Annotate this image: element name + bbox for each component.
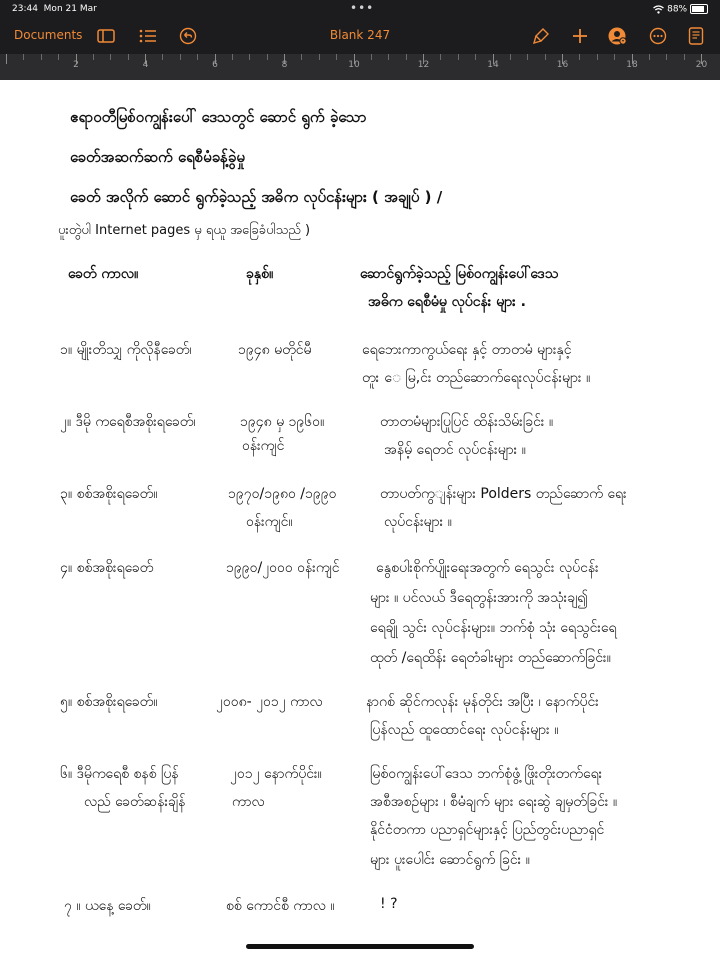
status-time: 23:44 xyxy=(12,4,38,14)
status-date: Mon 21 Mar xyxy=(43,4,97,14)
row6-work-line-4: များ ပူးပေါင်း ဆောင်ရွက် ခြင်း ။ xyxy=(370,852,530,868)
row7-work: ! ? xyxy=(380,896,398,912)
row2-era: ၂။ ဒီမို ကရေစီအစိုးရခေတ်၊ xyxy=(60,414,196,430)
heading-line-2: ခေတ်အဆက်ဆက် ရေစီမံခန့်ခွဲမှု xyxy=(70,148,245,166)
ruler-tick xyxy=(510,54,511,60)
wifi-icon xyxy=(653,5,664,14)
row4-work-line-1: နွေစပါးစိုက်ပျိုးရေးအတွက် ရေသွင်း လုပ်ငန်း xyxy=(376,560,599,576)
row6-era-line-2: လည် ခေတ်ဆန်းချိန် xyxy=(84,794,186,810)
ruler-tick xyxy=(128,54,129,60)
column-header-work: ဆောင်ရွက်ခဲ့သည့် မြစ်ဝကျွန်းပေါ်ဒေသ xyxy=(360,266,559,282)
ruler-tick xyxy=(41,54,42,60)
row2-year: ၁၉၄၈ မှ ၁၉၆၀။ xyxy=(240,414,325,430)
row6-work-line-3: နိုင်ငံတကာ ပညာရှင်များနှင့် ပြည်တွင်းပညာရှင် xyxy=(370,822,605,838)
ruler-tick xyxy=(371,54,372,60)
row4-work-line-4: ထုတ် /ရေထိန်း ရေတံခါးများ တည်ဆောက်ခြင်း။ xyxy=(370,650,611,666)
ruler-label: 18 xyxy=(626,60,638,70)
ruler-tick xyxy=(597,54,598,60)
ruler-label: 20 xyxy=(695,60,708,70)
ruler-tick xyxy=(301,54,302,60)
ruler-tick xyxy=(249,54,250,60)
ruler-tick xyxy=(162,54,163,60)
row4-work-line-3: ရေချို သွင်း လုပ်ငန်းများ။ ဘက်စုံ သုံး ရေသွင်းရေ xyxy=(370,620,617,636)
ruler-tick xyxy=(267,54,268,60)
ruler-tick xyxy=(93,54,94,60)
ruler-tick xyxy=(545,54,546,60)
row5-era: ၅။ စစ်အစိုးရခေတ်။ xyxy=(60,694,158,710)
row6-era: ၆။ ဒီမိုကရေစီ စနစ် ပြန် xyxy=(60,766,179,782)
row3-year-line-2: ဝန်းကျင်။ xyxy=(246,514,293,530)
row7-era: ၇ ။ ယနေ့ ခေတ်။ xyxy=(64,898,151,914)
row4-year: ၁၉၉၀/၂၀၀၀ ဝန်းကျင် xyxy=(226,560,340,576)
ruler-label: 8 xyxy=(281,60,288,70)
ruler-tick xyxy=(23,54,24,60)
sidebar-toggle-icon[interactable] xyxy=(96,26,116,46)
ruler-tick xyxy=(110,54,111,60)
more-options-icon[interactable] xyxy=(648,26,668,46)
row5-year: ၂၀၀၈- ၂၀၁၂ ကာလ xyxy=(216,694,323,710)
heading-line-1: ဧရာဝတီမြစ်ဝကျွန်းပေါ် ဒေသတွင် ဆောင် ရွက် ခဲ့သော xyxy=(70,108,367,126)
status-right xyxy=(653,4,708,15)
documents-button[interactable]: Documents xyxy=(14,28,83,42)
row1-work-line-1: ရေဘေးကာကွယ်ရေး နှင့် တာတမံ များနှင့် xyxy=(362,342,572,358)
row6-year: ၂၀၁၂ နောက်ပိုင်း။ xyxy=(230,766,322,782)
ruler-label: 12 xyxy=(417,60,430,70)
ruler-tick xyxy=(58,54,59,60)
row3-work-line-2: လုပ်ငန်းများ ။ xyxy=(384,514,452,530)
ruler-tick xyxy=(666,54,667,60)
ruler-tick xyxy=(336,54,337,60)
row1-year: ၁၉၄၈ မတိုင်မီ xyxy=(238,342,312,358)
ruler-tick xyxy=(527,54,528,60)
battery-percent: 88% xyxy=(667,4,688,15)
status-time-date xyxy=(12,4,97,14)
row4-era: ၄။ စစ်အစိုးရခေတ် xyxy=(60,560,154,576)
row5-work-line-2: ပြန်လည် ထူထောင်ရေး လုပ်ငန်းများ ။ xyxy=(370,722,559,738)
ruler-tick xyxy=(406,54,407,60)
row2-year-line-2: ဝန်းကျင် xyxy=(242,438,285,454)
ruler-tick xyxy=(388,54,389,60)
format-brush-icon[interactable] xyxy=(531,26,551,46)
multitask-dots-icon[interactable]: ••• xyxy=(350,1,375,15)
ruler-label: 6 xyxy=(212,60,218,70)
column-header-era: ခေတ် ကာလ။ xyxy=(68,266,139,282)
ruler-label: 4 xyxy=(142,60,149,70)
ruler-tick xyxy=(458,54,459,60)
ruler-tick xyxy=(440,54,441,60)
document-title: Blank 247 xyxy=(329,28,391,42)
row1-work-line-2: တူး ေ မြ,င်း တည်ဆောက်ရေးလုပ်ငန်းများ ။ xyxy=(362,370,591,386)
ruler-label: 14 xyxy=(487,60,499,70)
row7-year: စစ် ကောင်စီ ကာလ ။ xyxy=(226,898,335,914)
ruler-tick xyxy=(579,54,580,60)
app-toolbar xyxy=(0,18,720,54)
row6-work-line-2: အစီအစဉ်များ ၊ စီမံချက် များ ရေးဆွဲ ချမှတ်ခြင်း ။ xyxy=(370,794,618,810)
document-options-icon[interactable] xyxy=(686,26,706,46)
collaborate-icon[interactable] xyxy=(607,26,627,46)
list-view-icon[interactable] xyxy=(138,26,158,46)
status-bar xyxy=(0,0,720,18)
ruler-tick xyxy=(684,54,685,60)
source-note: ပူးတွဲပါ Internet pages မှ ရယူ အခြေခံပါသည် ) xyxy=(58,223,311,238)
ruler-tick xyxy=(649,54,650,60)
ruler-tick xyxy=(319,54,320,60)
row3-year: ၁၉၇၀/၁၉၈၀ /၁၉၉၀ xyxy=(228,486,337,502)
ruler-tick xyxy=(475,54,476,60)
battery-fill xyxy=(692,6,704,12)
row6-year-line-2: ကာလ xyxy=(232,794,265,810)
ruler-label: 10 xyxy=(348,60,360,70)
ruler-tick xyxy=(614,54,615,60)
ruler-label: 16 xyxy=(556,60,569,70)
row2-work-line-1: တာတမံများပြုပြင် ထိန်းသိမ်းခြင်း ။ xyxy=(380,414,554,430)
heading-line-3: ခေတ် အလိုက် ဆောင် ရွက်ခဲ့သည့် အဓိက လုပ်ငန်းများ ( အချုပ် ) / xyxy=(70,188,443,206)
row5-work-line-1: နာဂစ် ဆိုင်ကလုန်း မုန်တိုင်း အပြီး ၊ နောက်ပိုင်း xyxy=(366,694,599,710)
home-indicator[interactable] xyxy=(246,944,474,949)
undo-icon[interactable] xyxy=(178,26,198,46)
ruler-label: 2 xyxy=(73,60,79,70)
row3-work-line-1: တာပတ်ကွျန်းများ Polders တည်ဆောက် ရေး xyxy=(380,486,627,502)
row2-work-line-2: အနိမ့် ရေတင် လုပ်ငန်းများ ။ xyxy=(384,442,526,458)
row3-era: ၃။ စစ်အစိုးရခေတ်။ xyxy=(60,486,158,502)
row4-work-line-2: များ ။ ပင်လယ် ဒီရေတွန်းအားကို အသုံးချ၍ xyxy=(370,590,588,606)
row6-work-line-1: မြစ်ဝကျွန်းပေါ်ဒေသ ဘက်စုံဖွံ့ ဖြိုးတိုးတက်ရေး xyxy=(370,766,603,782)
row1-era: ၁။ မျိုးတိသျှ ကိုလိုနီခေတ်၊ xyxy=(60,342,192,358)
column-header-year: ခုနှစ်။ xyxy=(246,266,274,282)
column-header-work-line-2: အဓိက ရေစီမံမှု လုပ်ငန်း များ . xyxy=(368,294,526,310)
ruler[interactable] xyxy=(0,54,720,80)
add-icon[interactable] xyxy=(570,26,590,46)
ruler-tick xyxy=(197,54,198,60)
document-page[interactable] xyxy=(0,80,720,960)
ruler-tick xyxy=(180,54,181,60)
battery-icon xyxy=(690,4,708,14)
ruler-tick xyxy=(6,54,7,64)
ruler-tick xyxy=(232,54,233,60)
